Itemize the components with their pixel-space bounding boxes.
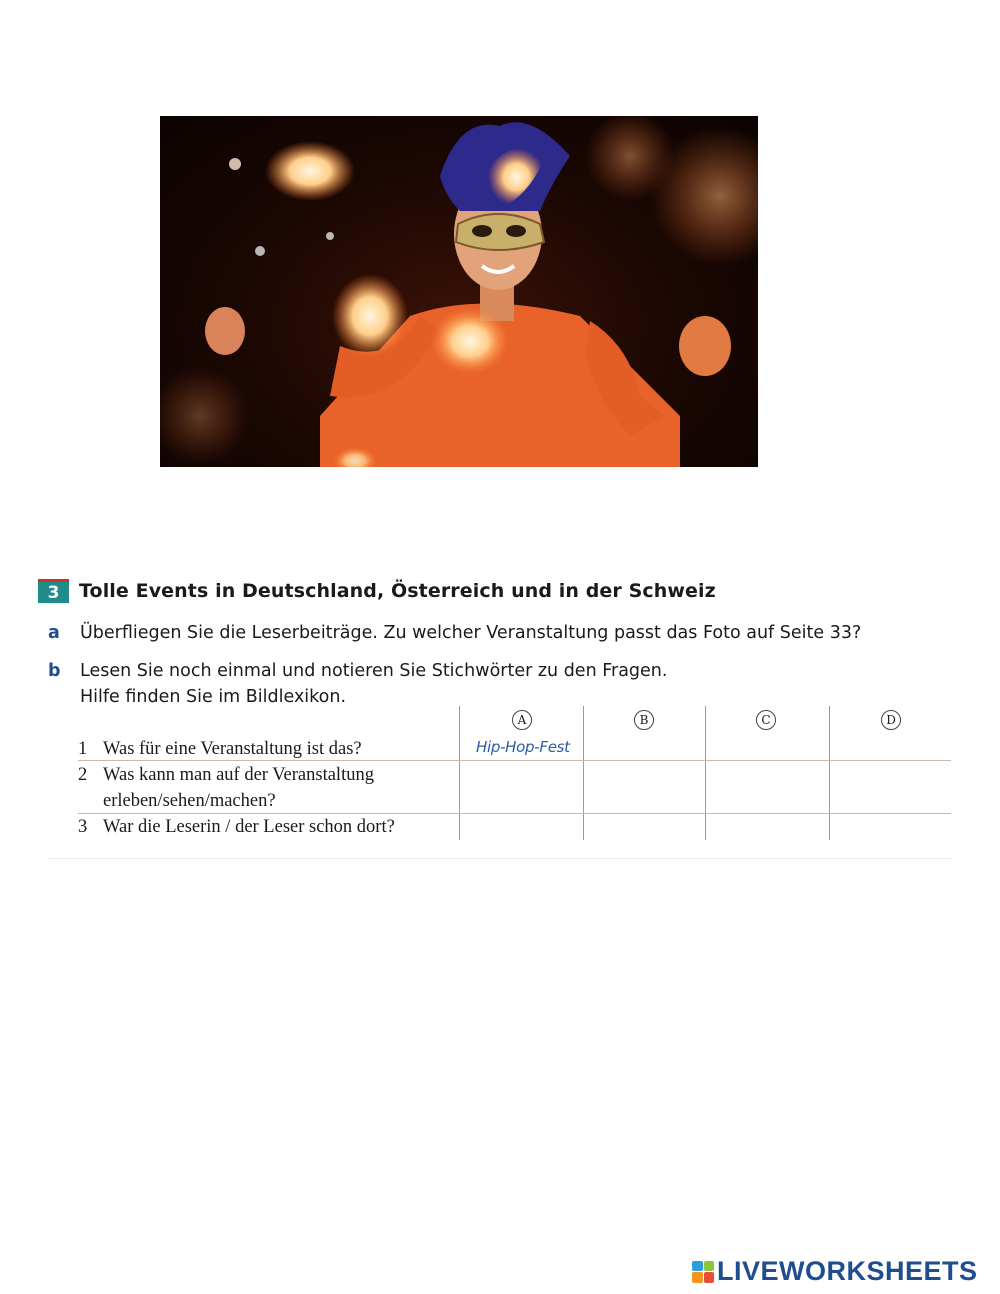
logo-tile [704, 1261, 715, 1272]
question-1 [78, 736, 362, 762]
column-divider [583, 706, 584, 840]
exercise-header [38, 578, 716, 604]
task-instruction: Hilfe finden Sie im Bildlexikon. [80, 687, 347, 707]
logo-icon [692, 1261, 714, 1283]
section-divider [48, 858, 951, 859]
question-text: Was kann man auf der Veranstaltung [103, 765, 374, 785]
column-header-a: A [512, 710, 532, 730]
task-instruction: Überfliegen Sie die Leserbeiträge. Zu welcher Veranstaltung passt das Foto auf Seite 33? [80, 623, 862, 643]
task-letter: b [48, 661, 61, 681]
column-divider [705, 706, 706, 840]
column-header-c: C [756, 710, 776, 730]
question-3 [78, 814, 395, 840]
event-photo [160, 116, 758, 467]
liveworksheets-logo[interactable] [692, 1256, 978, 1287]
logo-tile [704, 1272, 715, 1283]
exercise-title: Tolle Events in Deutschland, Österreich und in der Schweiz [79, 580, 716, 602]
column-header-b: B [634, 710, 654, 730]
task-instruction: Lesen Sie noch einmal und notieren Sie Stichwörter zu den Fragen. [80, 661, 668, 681]
question-2-line-2: erleben/sehen/machen? [103, 791, 276, 811]
question-number: 3 [78, 817, 88, 837]
task-letter: a [48, 623, 60, 643]
exercise-number: 3 [38, 579, 69, 603]
question-text: Was für eine Veranstaltung ist das? [103, 739, 362, 759]
fire-dancer-illustration [160, 116, 758, 467]
question-text: War die Leserin / der Leser schon dort? [103, 817, 395, 837]
question-number: 1 [78, 739, 88, 759]
logo-tile [692, 1272, 703, 1283]
column-divider [459, 706, 460, 840]
answer-q1-a[interactable]: Hip-Hop-Fest [476, 738, 570, 756]
question-number: 2 [78, 765, 88, 785]
column-header-d: D [881, 710, 901, 730]
logo-tile [692, 1261, 703, 1272]
column-divider [829, 706, 830, 840]
question-2 [78, 762, 374, 788]
answer-table [78, 706, 951, 842]
logo-text: LIVEWORKSHEETS [717, 1256, 978, 1286]
